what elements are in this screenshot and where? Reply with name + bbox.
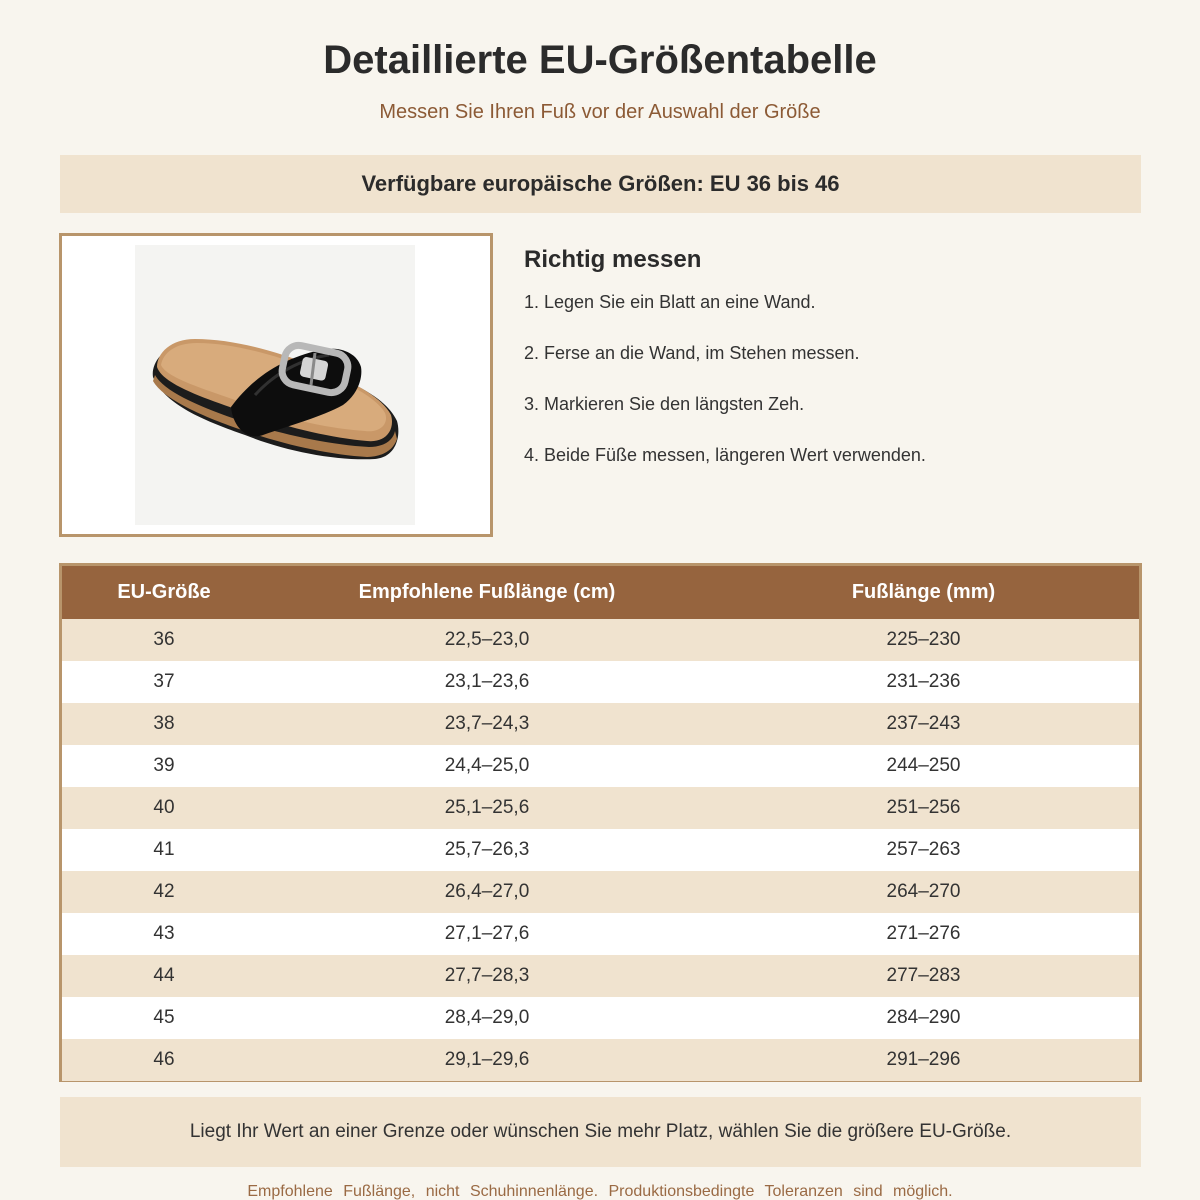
cell-length-mm: 237–243 — [886, 713, 961, 734]
table-row — [62, 1039, 1139, 1081]
cell-length-cm: 23,1–23,6 — [444, 671, 530, 692]
page-subtitle: Messen Sie Ihren Fuß vor der Auswahl der Größe — [379, 101, 821, 123]
cell-length-cm: 26,4–27,0 — [444, 881, 530, 902]
size-advice-note — [60, 1097, 1141, 1167]
note-text: Liegt Ihr Wert an einer Grenze oder wünschen Sie mehr Platz, wählen Sie die größere EU-Größe. — [189, 1121, 1012, 1142]
cell-length-cm: 22,5–23,0 — [444, 629, 530, 650]
table-row — [62, 955, 1139, 997]
table-row — [62, 829, 1139, 871]
cell-length-cm: 27,7–28,3 — [444, 965, 530, 986]
product-image-frame — [59, 233, 493, 537]
cell-length-mm: 257–263 — [886, 839, 961, 860]
size-table — [62, 566, 1139, 1081]
size-table-container — [59, 563, 1142, 1082]
cell-eu-size: 45 — [153, 1007, 175, 1028]
cell-length-mm: 291–296 — [886, 1049, 961, 1070]
cell-eu-size: 39 — [153, 755, 175, 776]
cell-length-cm: 23,7–24,3 — [444, 713, 530, 734]
cell-length-cm: 25,1–25,6 — [444, 797, 530, 818]
cell-length-cm: 28,4–29,0 — [444, 1007, 530, 1028]
cell-length-cm: 29,1–29,6 — [444, 1049, 530, 1070]
cell-length-mm: 271–276 — [886, 923, 961, 944]
table-row — [62, 661, 1139, 703]
instruction-step: 2. Ferse an die Wand, im Stehen messen. — [524, 343, 860, 363]
table-row — [62, 787, 1139, 829]
table-row — [62, 871, 1139, 913]
page-title: Detaillierte EU-Größentabelle — [323, 38, 877, 82]
cell-eu-size: 44 — [153, 965, 175, 986]
header-eu-size: EU-Größe — [117, 581, 211, 603]
sandal-illustration — [135, 245, 415, 525]
cell-length-mm: 244–250 — [886, 755, 961, 776]
footer-disclaimer: Empfohlene Fußlänge, nicht Schuhinnenlänge. Produktionsbedingte Toleranzen sind möglich. — [247, 1183, 953, 1200]
cell-length-cm: 24,4–25,0 — [444, 755, 530, 776]
table-row — [62, 913, 1139, 955]
cell-length-cm: 25,7–26,3 — [444, 839, 530, 860]
cell-eu-size: 41 — [153, 839, 175, 860]
cell-length-mm: 277–283 — [886, 965, 961, 986]
banner-text: Verfügbare europäische Größen: EU 36 bis 46 — [361, 171, 840, 196]
measuring-instructions — [524, 246, 1124, 496]
cell-eu-size: 36 — [153, 629, 175, 650]
instruction-step: 4. Beide Füße messen, längeren Wert verwenden. — [524, 445, 926, 465]
instructions-heading: Richtig messen — [524, 246, 702, 273]
cell-eu-size: 38 — [153, 713, 175, 734]
cell-eu-size: 42 — [153, 881, 175, 902]
instruction-step: 3. Markieren Sie den längsten Zeh. — [524, 394, 805, 414]
table-header-row — [62, 566, 1139, 619]
cell-length-mm: 225–230 — [886, 629, 961, 650]
table-row — [62, 997, 1139, 1039]
cell-length-cm: 27,1–27,6 — [444, 923, 530, 944]
cell-eu-size: 46 — [153, 1049, 175, 1070]
available-sizes-banner — [60, 155, 1141, 213]
header-foot-length-mm: Fußlänge (mm) — [851, 581, 996, 603]
table-row — [62, 703, 1139, 745]
instruction-step: 1. Legen Sie ein Blatt an eine Wand. — [524, 292, 816, 312]
cell-eu-size: 43 — [153, 923, 175, 944]
cell-length-mm: 284–290 — [886, 1007, 961, 1028]
cell-length-mm: 251–256 — [886, 797, 961, 818]
header-foot-length-cm: Empfohlene Fußlänge (cm) — [358, 581, 616, 603]
cell-length-mm: 231–236 — [886, 671, 961, 692]
table-row — [62, 619, 1139, 661]
cell-eu-size: 40 — [153, 797, 175, 818]
instructions-list — [524, 292, 1124, 496]
cell-eu-size: 37 — [153, 671, 175, 692]
cell-length-mm: 264–270 — [886, 881, 961, 902]
sandal-photo — [135, 245, 415, 525]
table-row — [62, 745, 1139, 787]
